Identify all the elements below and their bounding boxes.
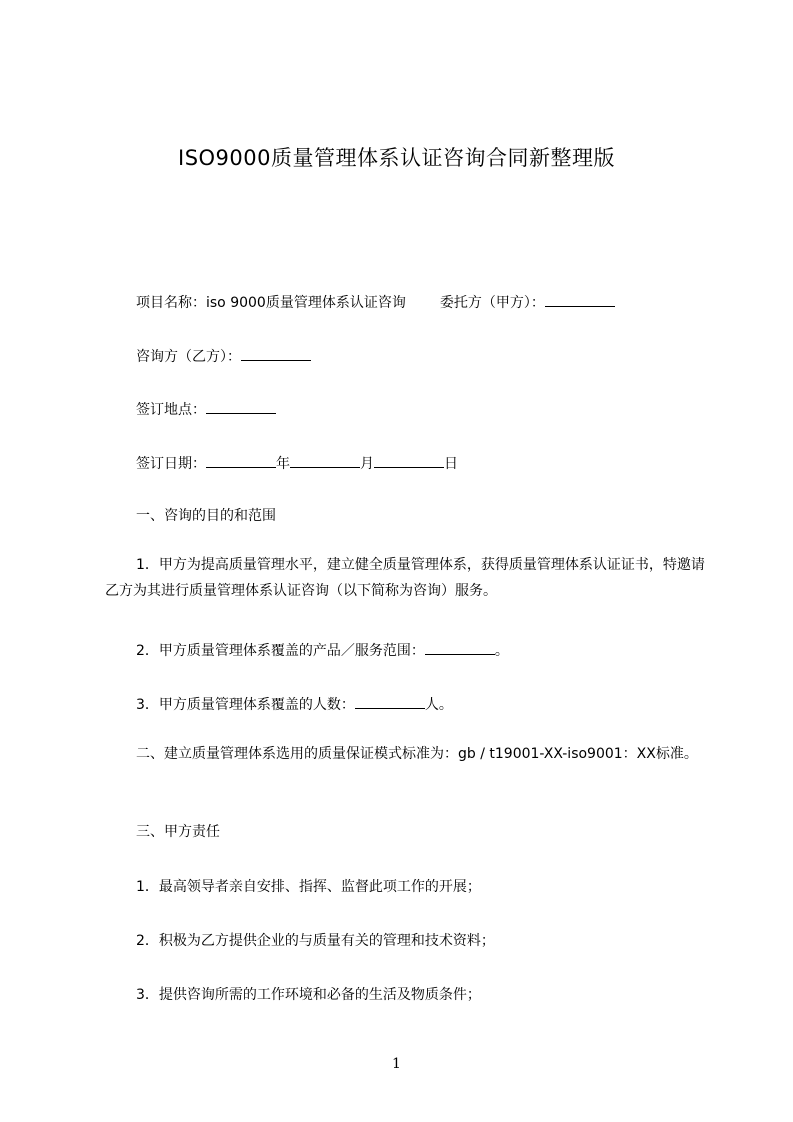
section3-heading: 三、甲方责任 — [136, 824, 220, 840]
client-blank — [545, 292, 615, 307]
date-day: 日 — [444, 456, 458, 472]
section3-item2: 2．积极为乙方提供企业的与质量有关的管理和技术资料； — [136, 933, 495, 949]
month-blank — [290, 453, 360, 468]
date-label: 签订日期： — [136, 456, 206, 472]
place-line — [136, 399, 276, 419]
date-year: 年 — [276, 456, 290, 472]
section1-item1 — [105, 552, 713, 604]
day-blank — [374, 453, 444, 468]
project-label: 项目名称：iso 9000质量管理体系认证咨询 — [136, 295, 406, 311]
section3-item3: 3．提供咨询所需的工作环境和必备的生活及物质条件； — [136, 987, 481, 1003]
section1-item1-text: 1．甲方为提高质量管理水平，建立健全质量管理体系，获得质量管理体系认证证书，特邀请乙方为其进行质量管理体系认证咨询（以下简称为咨询）服务。 — [105, 557, 705, 599]
item2-suffix: 。 — [494, 643, 509, 659]
consultant-label: 咨询方（乙方）： — [136, 349, 241, 365]
place-blank — [206, 399, 276, 414]
date-month: 月 — [360, 456, 374, 472]
section2-text: 二、建立质量管理体系选用的质量保证模式标准为：gb / t19001-XX-iso9001：XX标准。 — [136, 746, 698, 762]
date-line — [136, 453, 458, 473]
document-title: ISO9000质量管理体系认证咨询合同新整理版 — [178, 146, 615, 170]
item3-prefix: 3．甲方质量管理体系覆盖的人数： — [136, 697, 355, 713]
item2-prefix: 2．甲方质量管理体系覆盖的产品／服务范围： — [136, 643, 425, 659]
page-number: 1 — [392, 1056, 401, 1072]
client-label: 委托方（甲方）： — [439, 295, 545, 311]
consultant-blank — [241, 346, 311, 361]
project-line — [136, 292, 615, 312]
section1-item3 — [136, 694, 453, 714]
scope-blank — [425, 640, 495, 655]
consultant-line — [136, 346, 311, 366]
year-blank — [206, 453, 276, 468]
headcount-blank — [355, 694, 425, 709]
section1-heading: 一、咨询的目的和范围 — [136, 508, 276, 524]
section1-item2 — [136, 640, 509, 660]
section2 — [105, 741, 713, 767]
section3-item1: 1．最高领导者亲自安排、指挥、监督此项工作的开展； — [136, 879, 481, 895]
place-label: 签订地点： — [136, 402, 206, 418]
item3-suffix: 人。 — [424, 697, 453, 713]
